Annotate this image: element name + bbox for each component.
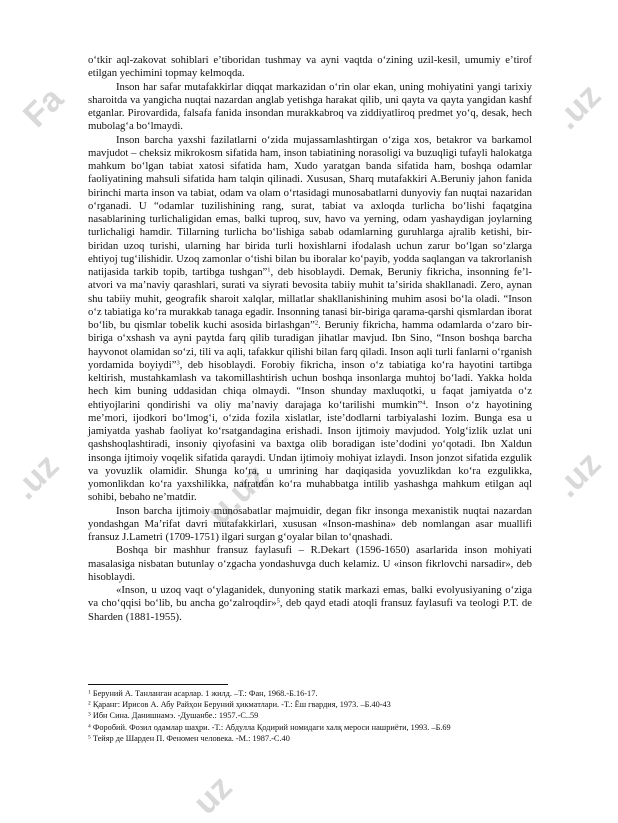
paragraph xyxy=(88,81,532,134)
footnote-ref: 1 xyxy=(267,266,271,274)
paragraph-text: Inson barcha ijtimoiy munosabatlar majmuidir, degan fikr insonga mexanistik nuqtai nazardan yondashgan Maʼrifat davri mutafakkirlari, xususan «Inson-mashina» deb nomlangan asar muallifi fransuz J.Lametri (1709-1751) ilgari surgan gʻoyalar bilan toʻqnashadi. xyxy=(88,504,532,543)
watermark: u.uz xyxy=(200,456,275,532)
footnote-separator xyxy=(88,684,228,685)
footnote-number: 3 xyxy=(88,711,91,718)
paragraph xyxy=(88,134,532,505)
footnote-text: Тейяр де Шарден П. Феномен человека. -М.: 1987.-С.40 xyxy=(90,733,290,743)
paragraph xyxy=(88,584,532,624)
footnote-number: 2 xyxy=(88,700,91,707)
footnote-ref: 5 xyxy=(276,597,280,605)
paragraph-text: «Inson, u uzoq vaqt oʻylaganidek, dunyoning statik markazi emas, balki evolyusiyaning oʻziga va choʻqqisi boʻlib, bu ancha goʻzalroqdir» xyxy=(88,584,532,610)
footnote-text: Форобий. Фозил одамлар шаҳри. -Т.: Абдулла Қодирий номидаги халқ мероси нашриёти, 1993. –Б.69 xyxy=(90,722,451,732)
footnote xyxy=(88,733,532,744)
paragraph-text: oʻtkir aql-zakovat sohiblari eʼtiboridan tushmay va ayni vaqtda oʻzining uzil-kesil, umumiy eʼtirof etilgan yechimini topmay kelmoqda. xyxy=(88,54,532,80)
paragraph-text: , deb hisoblaydi. Demak, Beruniy fikricha, insonning feʼl-atvori va maʼnaviy qarashlari, surati va siyrati bevosita tabiiy muhit taʼsirida shakllanadi. Zero, aynan shu tabiiy muhit, geografik sharoit xalqlar, millatlar shakllanishining muhim asosi boʻla oladi. “Inson oʻz tabiatiga koʻra murakkab tanaga egadir. Insonning tanasi bir-biriga qarama-qarshi qismlardan iborat boʻlib, bu qismlar tobelik kuchi asosida birlashgan” xyxy=(88,266,532,331)
paragraph xyxy=(88,544,532,584)
footnote-number: 1 xyxy=(88,689,91,696)
paragraph xyxy=(88,505,532,545)
watermark: .uz xyxy=(548,76,609,137)
watermark: .uz xyxy=(6,446,67,507)
watermark: Fa xyxy=(16,79,71,135)
paragraph-text: , deb qayd etadi atoqli fransuz faylasufi va teologi P.T. de Sharden (1881-1955). xyxy=(88,597,532,623)
footnote-text: Қаранг: Ирисов А. Абу Райҳон Беруний ҳикматлари. -Т.: Ёш гвардия, 1973. –Б.40-43 xyxy=(90,700,391,710)
footnote-ref: 3 xyxy=(176,359,180,367)
paragraph-text: Inson har safar mutafakkirlar diqqat markazidan oʻrin olar ekan, uning mohiyatini yangi tarixiy sharoitda va yangicha nuqtai nazardan anglab yetishga harakat qilib, uni qayta va qayta yangidan kashf etganlar. Pirovardida, falsafa fanida insondan murakkabroq va ziddiyatliroq predmet yoʻq, desak, hech mubolagʻa boʻlmaydi. xyxy=(88,80,532,133)
footnote-ref: 2 xyxy=(314,319,319,327)
footnotes xyxy=(88,688,532,744)
footnote xyxy=(88,710,532,721)
footnote-number: 5 xyxy=(88,734,91,741)
footnote-text: Беруний А. Танланган асарлар. 1 жилд. –Т.: Фан, 1968.-Б.16-17. xyxy=(90,689,318,698)
footnote xyxy=(88,688,532,699)
paragraph-text: Inson barcha yaxshi fazilatlarni oʻzida mujassamlashtirgan oʻziga xos, betakror va barkamol mavjudot – cheksiz mikrokosm sifatida ham, inson tabiatining norasoligi va buzuqligi tufayli halokatga mahkum boʻlgan tabiat xatosi sifatida ham, Xudo yaratgan banda sifatida ham, boshqa odamlar faoliyatining mahsuli sifatida ham talqin qilinadi. Xususan, Sharq mutafakkiri A.Beruniy jahon fanida birinchi marta inson va tabiat, odam va olam oʻrtasidagi munosabatlarni dunyoviy fan nuqtai nazaridan oʻrganadi. U “odamlar tuzilishining rang, surat, tabiat va axloqda turlicha boʻlishi faqatgina nasablarining turlichaligidan emas, balki tuproq, suv, havo va yerning, odam yashaydigan joylarning turlichaligi hamdir. Tillarning turlicha boʻlishiga sabab odamlarning guruhlarga ajralib ketishi, bir-biridan uzoq turishi, ularning har birida turli hoxishlarni ifodalash uchun zarur boʻlgan soʻzlarga ehtiyoj tugʻilishidir. Uzoq zamonlar oʻtishi bilan bu iboralar koʻpayib, yodda saqlangan va takrorlanish natijasida tarkib topib, tartibga tushgan” xyxy=(88,133,532,278)
paragraph-text: . Beruniy fikricha, hamma odamlarda oʻzaro bir-biriga oʻxshash va ayni paytda farq qilib turadigan jihatlar mavjud. Ibn Sino, “Inson boshqa barcha hayvonot olamidan soʻzi, tili va aqli, tafakkur qilishi bilan farq qiladi. Inson aqli turli fanlarni oʻrganish yordamida boyiydi” xyxy=(88,319,532,371)
paragraph xyxy=(88,54,532,81)
paragraph-text: . Inson oʻz hayotining meʼmori, ijodkori boʻlmogʻi, oʻzida fozila xislatlar, isteʼdodlarni tarbiyalashi lozim. Bunga esa u jamiyatda yashab faoliyat koʻrsatgandagina erishadi. Inson ijtimoiy mavjudod. Yolgʻizlik uzlat uni qashshoqlashtiradi, insoniy qiyofasini va baxtga olib boradigan isteʼdodini yoʻqotadi. Ibn Xaldun insonga ijtimoiy voqelik sifatida qaraydi. Undan ijtimoiy mohiyat izlaydi. Inson jonzot sifatida ezgulik va yovuzlik olamidir. Shunga koʻra, u umrining har daqiqasida yovuzlikdan koʻra ezgulikka, yomonlikdan koʻra yaxshilikka, nafratdan koʻra muhabbatga intilib yashashga mahkum etilgan aql sohibi, bebaho neʼmatdir. xyxy=(88,398,532,504)
paragraph-text: , deb hisoblaydi. Forobiy fikricha, inson oʻz tabiatiga koʻra hayotini tartibga keltirish, mustahkamlash va takomillashtirish uchun boshqa insonlarga muhtoj boʻladi. Yakka holda hech kim buning uddasidan chiqa olmaydi. “Inson shunday maxluqotki, u faqat jamiyatda oʻz ehtiyojlarini qondirishi va oliy maʼnaviy darajaga koʻtarilishi mumkin” xyxy=(88,358,533,411)
watermark: .uz xyxy=(548,444,609,505)
footnote-number: 4 xyxy=(88,723,91,730)
watermark: uz xyxy=(186,768,240,822)
footnote xyxy=(88,722,532,733)
body-text xyxy=(88,54,532,624)
footnote xyxy=(88,699,532,710)
footnote-ref: 4 xyxy=(422,399,426,406)
footnote-text: Ибн Сина. Данишнамэ. -Душанбе.: 1957.-С..59 xyxy=(90,711,259,721)
paragraph-text: Boshqa bir mashhur fransuz faylasufi – R.Dekart (1596-1650) asarlarida inson mohiyati masalasiga nisbatan butunlay oʻzgacha yondashuvga duch kelamiz. U «inson fikrlovchi narsadir», deb hisoblaydi. xyxy=(88,544,532,583)
